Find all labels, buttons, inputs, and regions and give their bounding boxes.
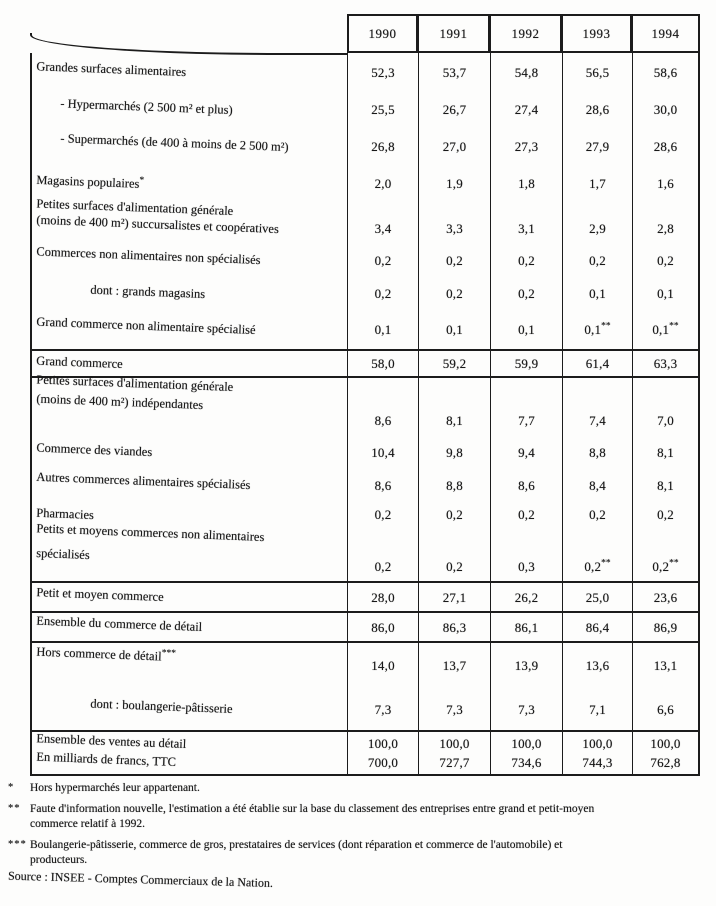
cell-value: 86,3 — [418, 613, 490, 643]
cell-value: 26,2 — [490, 581, 562, 613]
cell-value: 7,3 — [347, 688, 418, 730]
row-label: Grand commerce — [30, 349, 347, 378]
footnotes — [8, 781, 710, 874]
cell-value: 27,4 — [490, 91, 562, 128]
header-year-1992: 1992 — [490, 14, 562, 53]
cell-value: 0,2 — [418, 528, 490, 581]
cell-value: 6,6 — [632, 688, 700, 730]
cell-value: 27,3 — [490, 128, 562, 165]
row-label: - Hypermarchés (2 500 m² et plus) — [30, 91, 347, 128]
footnote-text: Boulangerie-pâtisserie, commerce de gros, prestataires de services (dont réparation et commerce de l'automobile) et producteurs. — [30, 838, 563, 866]
cell-value: 26,8 — [347, 128, 418, 165]
cell-value: 100,0 744,3 — [562, 730, 632, 776]
cell-value: 27,9 — [562, 128, 632, 165]
table-row — [30, 372, 700, 435]
cell-value: 8,1 — [418, 378, 490, 435]
row-label: Petites surfaces d'alimentation générale (moins de 400 m²) indépendantes — [30, 378, 347, 435]
table-row — [30, 688, 700, 730]
footnote-text: Hors hypermarchés leur appartenant. — [30, 782, 200, 794]
cell-value: 100,0 734,6 — [490, 730, 562, 776]
footnote-marker: * — [8, 782, 15, 793]
cell-value: 2,0 — [347, 165, 418, 202]
table-row — [30, 521, 700, 581]
table-row — [30, 581, 700, 613]
cell-value: 63,3 — [632, 349, 700, 378]
cell-value: 2,8 — [632, 202, 700, 243]
table-row — [30, 613, 700, 643]
cell-value: 0,1** — [632, 310, 700, 349]
cell-value: 7,3 — [490, 688, 562, 730]
cell-value: 53,7 — [418, 53, 490, 91]
cell-value: 3,1 — [490, 202, 562, 243]
table-row — [30, 165, 700, 202]
table-body — [30, 53, 700, 776]
cell-value: 7,1 — [562, 688, 632, 730]
cell-value: 8,6 — [347, 378, 418, 435]
footnote-text: Faute d'information nouvelle, l'estimation a été établie sur la base du classement des entreprises entre grand et petit-moyen commerce relatif à 1992. — [30, 802, 595, 830]
cell-value: 8,6 — [490, 469, 562, 501]
row-label: Pharmacies — [30, 501, 347, 528]
table-row — [30, 53, 700, 91]
table-row — [30, 730, 700, 776]
cell-value: 0,2 — [347, 277, 418, 310]
table-row — [30, 128, 700, 165]
cell-value: 30,0 — [632, 91, 700, 128]
cell-value: 0,2 — [347, 243, 418, 277]
row-label: Ensemble du commerce de détail — [30, 613, 347, 643]
table-row — [30, 196, 700, 243]
cell-value: 1,9 — [418, 165, 490, 202]
cell-value: 59,2 — [418, 349, 490, 378]
cell-value: 86,1 — [490, 613, 562, 643]
header-year-1994: 1994 — [632, 14, 700, 53]
cell-value: 0,2 — [418, 243, 490, 277]
row-label: Grand commerce non alimentaire spécialisé — [30, 310, 347, 349]
cell-value: 14,0 — [347, 643, 418, 688]
row-label: dont : boulangerie-pâtisserie — [30, 688, 347, 730]
table-row — [30, 277, 700, 310]
cell-value: 0,2 — [490, 277, 562, 310]
cell-value: 2,9 — [562, 202, 632, 243]
cell-value: 3,3 — [418, 202, 490, 243]
footnote — [8, 781, 710, 797]
row-label: - Supermarchés (de 400 à moins de 2 500 m²) — [30, 128, 347, 165]
header-corner — [30, 14, 347, 53]
cell-value: 3,4 — [347, 202, 418, 243]
cell-value: 0,1 — [490, 310, 562, 349]
cell-value: 27,0 — [418, 128, 490, 165]
row-label: Autres commerces alimentaires spécialisés — [30, 469, 347, 501]
cell-value: 13,6 — [562, 643, 632, 688]
cell-value: 7,7 — [490, 378, 562, 435]
cell-value: 8,1 — [632, 469, 700, 501]
header-year-1993: 1993 — [562, 14, 632, 53]
cell-value: 25,0 — [562, 581, 632, 613]
cell-value: 61,4 — [562, 349, 632, 378]
cell-value: 100,0 762,8 — [632, 730, 700, 776]
cell-value: 28,0 — [347, 581, 418, 613]
cell-value: 1,6 — [632, 165, 700, 202]
cell-value: 0,2** — [632, 528, 700, 581]
cell-value: 0,1 — [562, 277, 632, 310]
cell-value: 0,2 — [490, 243, 562, 277]
row-label: Petites surfaces d'alimentation générale (moins de 400 m²) succursalistes et coopératives — [30, 202, 347, 243]
row-label: Commerce des viandes — [30, 435, 347, 469]
footnote — [8, 802, 710, 833]
cell-value: 0,3 — [490, 528, 562, 581]
row-label: Magasins populaires* — [30, 165, 347, 202]
cell-value: 8,8 — [562, 435, 632, 469]
cell-value: 59,9 — [490, 349, 562, 378]
cell-value: 7,0 — [632, 378, 700, 435]
cell-value: 8,4 — [562, 469, 632, 501]
cell-value: 0,2 — [418, 277, 490, 310]
cell-value: 86,4 — [562, 613, 632, 643]
cell-value: 1,8 — [490, 165, 562, 202]
table-header — [30, 14, 700, 53]
cell-value: 0,1 — [347, 310, 418, 349]
source-line: Source : INSEE - Comptes Commerciaux de la Nation. — [7, 868, 274, 890]
cell-value: 1,7 — [562, 165, 632, 202]
cell-value: 0,2** — [562, 528, 632, 581]
row-label: Hors commerce de détail*** — [30, 643, 347, 688]
cell-value: 86,9 — [632, 613, 700, 643]
cell-value: 58,6 — [632, 53, 700, 91]
row-label: dont : grands magasins — [30, 277, 347, 310]
data-table — [30, 14, 700, 776]
cell-value: 58,0 — [347, 349, 418, 378]
cell-value: 0,2 — [347, 528, 418, 581]
cell-value: 28,6 — [562, 91, 632, 128]
cell-value: 27,1 — [418, 581, 490, 613]
cell-value: 52,3 — [347, 53, 418, 91]
cell-value: 0,2 — [632, 501, 700, 528]
cell-value: 9,8 — [418, 435, 490, 469]
cell-value: 86,0 — [347, 613, 418, 643]
cell-value: 100,0 700,0 — [347, 730, 418, 776]
cell-value: 7,3 — [418, 688, 490, 730]
cell-value: 10,4 — [347, 435, 418, 469]
header-year-1991: 1991 — [418, 14, 490, 53]
row-label: Ensemble des ventes au détail En milliards de francs, TTC — [30, 730, 347, 776]
cell-value: 23,6 — [632, 581, 700, 613]
table-row — [30, 643, 700, 688]
table-row — [30, 349, 700, 378]
cell-value: 0,2 — [347, 501, 418, 528]
cell-value: 0,2 — [562, 501, 632, 528]
footnote-marker: ** — [8, 802, 21, 814]
cell-value: 8,1 — [632, 435, 700, 469]
cell-value: 0,2 — [490, 501, 562, 528]
row-label: Grandes surfaces alimentaires — [30, 53, 347, 91]
cell-value: 28,6 — [632, 128, 700, 165]
table-row — [30, 469, 700, 501]
header-year-1990: 1990 — [347, 14, 418, 53]
row-label: Petit et moyen commerce — [30, 581, 347, 613]
table-row — [30, 435, 700, 469]
cell-value: 26,7 — [418, 91, 490, 128]
cell-value: 0,2 — [562, 243, 632, 277]
cell-value: 56,5 — [562, 53, 632, 91]
cell-value: 0,1** — [562, 310, 632, 349]
cell-value: 13,1 — [632, 643, 700, 688]
cell-value: 0,1 — [418, 310, 490, 349]
table-row — [30, 310, 700, 349]
cell-value: 8,6 — [347, 469, 418, 501]
cell-value: 13,9 — [490, 643, 562, 688]
cell-value: 0,2 — [418, 501, 490, 528]
cell-value: 25,5 — [347, 91, 418, 128]
cell-value: 100,0 727,7 — [418, 730, 490, 776]
cell-value: 54,8 — [490, 53, 562, 91]
cell-value: 9,4 — [490, 435, 562, 469]
footnote — [8, 838, 710, 869]
row-label: Petits et moyens commerces non alimentaires spécialisés — [30, 528, 347, 581]
cell-value: 0,1 — [632, 277, 700, 310]
cell-value: 8,8 — [418, 469, 490, 501]
cell-value: 0,2 — [632, 243, 700, 277]
table-row — [30, 91, 700, 128]
cell-value: 7,4 — [562, 378, 632, 435]
row-label: Commerces non alimentaires non spécialisés — [30, 243, 347, 277]
footnote-marker: *** — [8, 838, 27, 850]
cell-value: 13,7 — [418, 643, 490, 688]
table-row — [30, 243, 700, 277]
